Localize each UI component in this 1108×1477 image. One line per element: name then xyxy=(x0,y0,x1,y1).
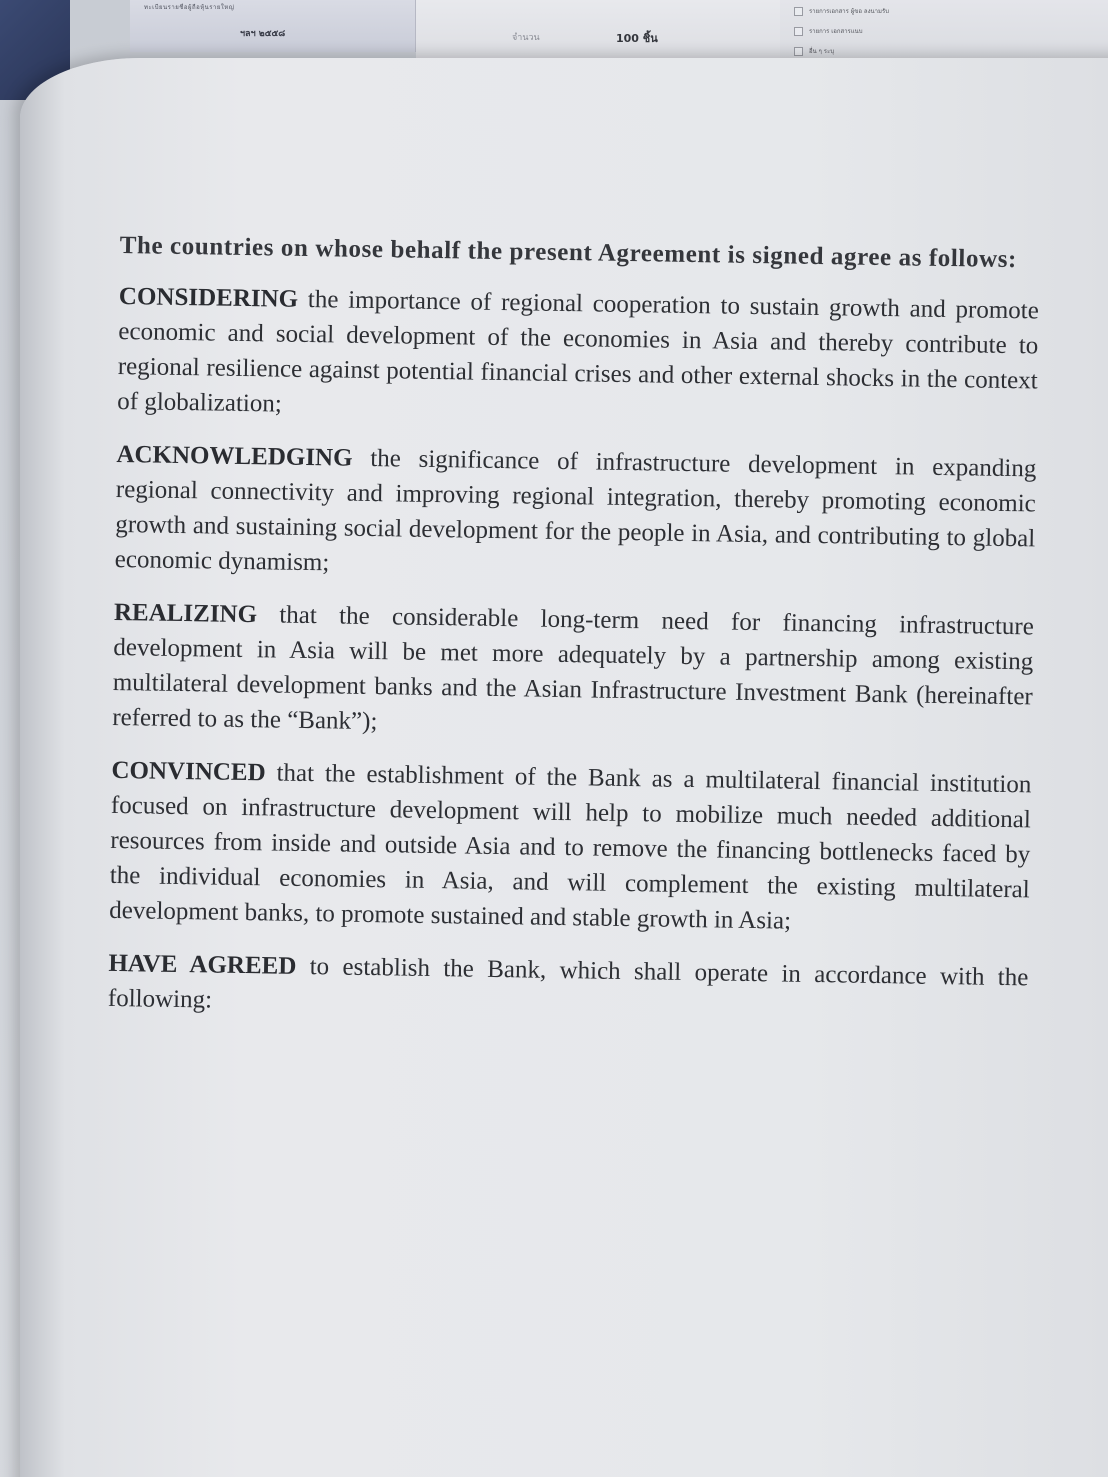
clause-text: to establish the Bank, which shall operate in accordance with the following: xyxy=(107,952,1029,1014)
background-ref-code: ฯลฯ ๒๕๕๘ xyxy=(240,29,286,39)
clause-lead: REALIZING xyxy=(113,598,258,629)
agreement-preamble xyxy=(107,228,1040,1048)
background-document-middle xyxy=(416,0,780,64)
background-qty-value: 100 ชิ้น xyxy=(616,32,658,45)
background-checklist-label: รายการ เอกสารแนบ xyxy=(809,28,863,35)
checkbox-icon xyxy=(794,47,803,56)
background-checklist-label: อื่น ๆ ระบุ xyxy=(809,48,834,55)
background-checklist-item xyxy=(794,26,863,36)
preamble-clause-convinced xyxy=(109,753,1032,942)
preamble-clause-have-agreed xyxy=(108,946,1029,1030)
clause-lead: CONSIDERING xyxy=(118,282,299,313)
background-document-left xyxy=(130,0,416,52)
background-checklist-item xyxy=(794,46,834,56)
clause-text: the significance of infrastructure development in expanding regional connectivity and improving regional integration, thereby promoting economic growth and sustaining social development for the people in Asia, and contributing to global economic dynamism; xyxy=(114,444,1037,577)
preamble-clause-realizing xyxy=(112,595,1034,749)
preamble-clause-considering xyxy=(117,279,1039,433)
background-checklist-item xyxy=(794,6,889,16)
preamble-intro: The countries on whose behalf the present Agreement is signed agree as follows: xyxy=(119,231,1018,274)
background-header-text: ทะเบียนรายชื่อผู้ถือหุ้นรายใหญ่ xyxy=(144,4,235,11)
clause-text: the importance of regional cooperation to sustain growth and promote economic and social development of the economies in Asia and thereby contribute to regional resilience against potential financial crises and other external shocks in the context of globalization; xyxy=(117,285,1040,418)
clause-text: that the considerable long-term need for financing infrastructure development in Asia will be met more adequately by a partnership among existing multilateral development banks and the Asian Infrastructure Investment Bank (hereinafter referred to as the “Bank”); xyxy=(112,601,1035,736)
clause-text: that the establishment of the Bank as a multilateral financial institution focused on infrastructure development will help to mobilize much needed additional resources from inside and outside Asia and to remove the financing bottlenecks faced by the individual economies in Asia, and will complement the existing multilateral development banks, to promote sustained and stable growth in Asia; xyxy=(109,759,1032,935)
clause-lead: ACKNOWLEDGING xyxy=(116,440,353,472)
clause-lead: CONVINCED xyxy=(111,756,266,787)
clause-lead: HAVE AGREED xyxy=(108,949,297,980)
background-qty-label: จำนวน xyxy=(512,33,540,43)
background-checklist-label: รายการเอกสาร ผู้ขอ ลงนามรับ xyxy=(809,8,889,15)
document-page xyxy=(20,58,1108,1477)
checkbox-icon xyxy=(794,27,803,36)
preamble-clause-acknowledging xyxy=(115,437,1037,591)
checkbox-icon xyxy=(794,7,803,16)
